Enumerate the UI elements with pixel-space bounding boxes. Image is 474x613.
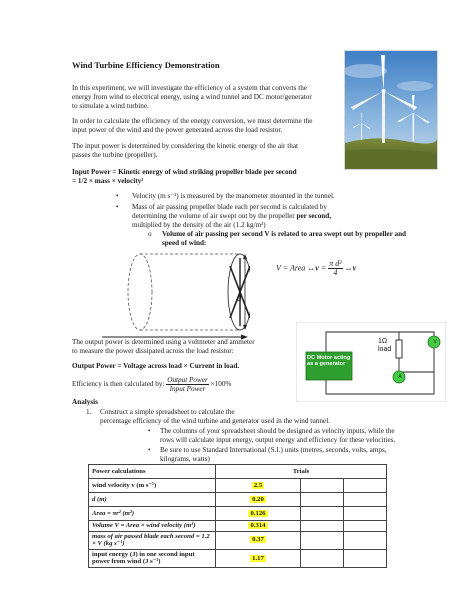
area-fraction xyxy=(328,260,342,277)
formula-equals: = xyxy=(320,263,327,273)
analysis-sub-bullet-line: rows will calculate input energy, output energy and efficiency for these velocities. xyxy=(160,436,396,444)
load-resistor-label xyxy=(378,338,391,354)
row-value-cell[interactable] xyxy=(216,531,301,549)
input-power-line: The input power is determined by considering the kinetic energy of the air that xyxy=(72,142,299,150)
table-header-calc: Power calculations xyxy=(89,465,216,479)
empty-trial-cell[interactable] xyxy=(301,493,344,507)
swept-volume-diagram xyxy=(100,248,250,340)
analysis-heading: Analysis xyxy=(72,398,98,406)
bullet-dot: • xyxy=(148,427,151,435)
table-row xyxy=(89,493,387,507)
row-value: 0.314 xyxy=(250,522,266,529)
intro-paragraph xyxy=(72,84,312,111)
analysis-item-cont: percentage efficiency of the wind turbine and generator used in the wind tunnel. xyxy=(100,417,330,425)
table-row xyxy=(89,531,387,549)
row-label: wind velocity v (m s⁻¹) xyxy=(89,479,216,493)
analysis-sub-bullet-line: Be sure to use Standard International (S.I.) units (metres, seconds, volts, amps, xyxy=(160,446,387,454)
velocity-symbol: v xyxy=(352,263,357,273)
row-value: 0.37 xyxy=(252,536,264,544)
analysis-sub-bullet xyxy=(160,446,387,464)
table-row xyxy=(89,549,387,567)
empty-trial-cell[interactable] xyxy=(344,507,387,521)
efficiency-denominator: Input Power xyxy=(169,385,206,393)
empty-trial-cell[interactable] xyxy=(301,531,344,549)
analysis-item: Construct a simple spreadsheet to calculate the xyxy=(100,408,235,416)
sub-bullet-volume xyxy=(162,230,406,248)
analysis-item-number: 1. xyxy=(86,408,92,416)
analysis-sub-bullet-line: The columns of your spreadsheet should be designed as velocity inputs, while the xyxy=(160,427,395,435)
bullet-mass-line: Mass of air passing propeller blade each per second is calculated by xyxy=(132,203,327,211)
row-label: d (m) xyxy=(89,493,216,507)
input-power-line: passes the turbine (propeller). xyxy=(72,151,158,159)
empty-trial-cell[interactable] xyxy=(301,549,344,567)
input-power-formula: = 1/2 × mass × velocity² xyxy=(72,177,144,185)
velocity-symbol: v xyxy=(315,263,319,273)
row-label: Area = πr² (m²) xyxy=(89,507,216,521)
bullet-dot: • xyxy=(116,192,119,200)
efficiency-numerator: Output Power xyxy=(167,376,208,384)
bullet-mass-line: multiplied by the density of the air (1.2 kg/m³) xyxy=(132,221,266,229)
output-power-line: to measure the power dissipated across the load resistor: xyxy=(72,347,234,355)
row-value: 0.126 xyxy=(250,509,266,517)
empty-trial-cell[interactable] xyxy=(344,531,387,549)
power-calculations-table xyxy=(88,464,387,568)
formula-lhs: V = Area xyxy=(276,263,306,273)
empty-trial-cell[interactable] xyxy=(344,479,387,493)
input-power-definition-line: Input Power = Kinetic energy of wind striking propeller blade per second xyxy=(72,168,297,176)
load-text: load xyxy=(378,346,392,353)
area-fraction-numerator: π d² xyxy=(329,259,342,268)
dc-motor-label: DC Motor acting as a generator xyxy=(307,355,351,368)
row-label: mass of air passed blade each second = 1.2 × V (kg s⁻¹) xyxy=(89,531,216,549)
row-value: 2.5 xyxy=(253,481,263,489)
bullet-mass xyxy=(132,203,331,230)
intro-line: energy from wind to electrical energy, using a wind tunnel and DC motor/generator xyxy=(72,93,312,101)
method-paragraph xyxy=(72,117,312,135)
row-value: 0.20 xyxy=(252,495,264,503)
table-header-row xyxy=(89,465,387,479)
sub-bullet-circle: o xyxy=(148,230,152,238)
voltmeter-symbol: V xyxy=(433,339,437,345)
efficiency-percent: ×100% xyxy=(210,380,232,388)
table-row xyxy=(89,507,387,521)
table-row xyxy=(89,479,387,493)
area-fraction-denominator: 4 xyxy=(333,268,338,277)
empty-trial-cell[interactable] xyxy=(344,521,387,532)
output-power-definition: Output Power = Voltage across load × Current in load. xyxy=(72,362,240,370)
wind-turbine-photo xyxy=(344,50,438,170)
page-title: Wind Turbine Efficiency Demonstration xyxy=(72,60,220,70)
efficiency-formula xyxy=(72,376,231,393)
bullet-mass-text: determining the volume of air swept out by the propeller xyxy=(132,212,297,220)
empty-trial-cell[interactable] xyxy=(301,507,344,521)
input-power-paragraph xyxy=(72,142,298,160)
diameter-label: d xyxy=(237,293,242,303)
empty-trial-cell[interactable] xyxy=(344,549,387,567)
volume-formula xyxy=(276,260,356,277)
resistance-value: 1Ω xyxy=(378,338,388,345)
analysis-sub-bullet-line: kilograms, watts) xyxy=(160,455,210,463)
bullet-mass-emphasis: per second, xyxy=(296,212,332,220)
sub-bullet-volume-line: speed of wind: xyxy=(162,239,207,247)
method-line: input power of the wind and the power generated across the load resistor. xyxy=(72,126,283,134)
row-value: 1.17 xyxy=(252,554,264,562)
analysis-sub-bullet xyxy=(160,427,395,445)
row-value-cell[interactable] xyxy=(216,549,301,567)
output-power-line: The output power is determined using a voltmeter and ammeter xyxy=(72,338,255,346)
intro-line: In this experiment, we will investigate the efficiency of a system that converts the xyxy=(72,84,307,92)
bullet-mass-line xyxy=(132,212,331,221)
sub-bullet-volume-line: Volume of air passing per second V is related to area swept out by propeller and xyxy=(162,230,407,238)
row-value-cell[interactable] xyxy=(216,479,301,493)
table-header-trials: Trials xyxy=(216,465,387,479)
efficiency-fraction xyxy=(166,376,209,393)
velocity-arrow-icon: ↔ xyxy=(344,263,353,273)
efficiency-lead: Efficiency is then calculated by: xyxy=(72,380,165,388)
empty-trial-cell[interactable] xyxy=(301,521,344,532)
input-power-definition xyxy=(72,168,297,186)
intro-line: to simulate a wind turbine. xyxy=(72,102,149,110)
bullet-velocity: Velocity (m s⁻¹) is measured by the manometer mounted in the tunnel. xyxy=(132,192,335,200)
method-line: In order to calculate the efficiency of the energy conversion, we must determine the xyxy=(72,117,313,125)
velocity-arrow-icon: ↔ xyxy=(307,263,316,273)
wind-turbine-photo-graphic xyxy=(345,51,437,169)
row-label: Volume V = Area × wind velocity (m³) xyxy=(89,521,216,532)
ammeter-symbol: A xyxy=(398,374,402,380)
row-value-cell[interactable] xyxy=(216,521,301,532)
table-row xyxy=(89,521,387,532)
row-value-cell[interactable] xyxy=(216,493,301,507)
empty-trial-cell[interactable] xyxy=(344,493,387,507)
empty-trial-cell[interactable] xyxy=(301,479,344,493)
row-label: input energy (J) in one second input power from wind (J s⁻¹) xyxy=(89,549,216,567)
row-value-cell[interactable] xyxy=(216,507,301,521)
output-power-paragraph xyxy=(72,338,255,356)
bullet-dot: • xyxy=(116,203,119,211)
bullet-dot: • xyxy=(148,446,151,454)
